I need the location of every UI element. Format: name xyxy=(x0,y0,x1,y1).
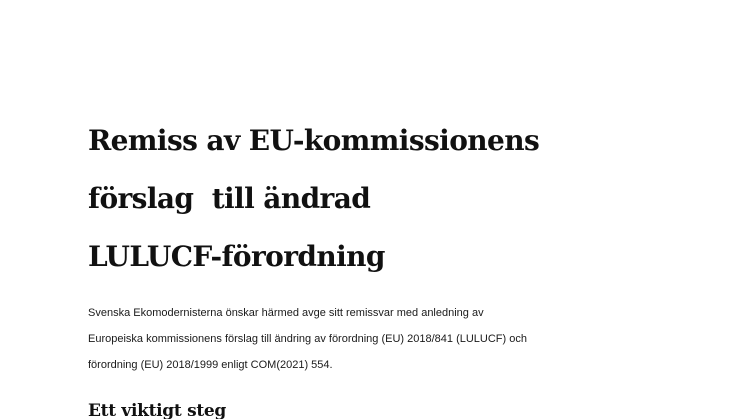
title-line-2: förslag till ändrad xyxy=(88,182,371,215)
intro-line-2: Europeiska kommissionens förslag till ändring av förordning (EU) 2018/841 (LULUCF) och xyxy=(88,333,527,345)
title-line-3: LULUCF-förordning xyxy=(88,240,385,273)
section-heading: Ett viktigt steg xyxy=(88,401,226,419)
document-title xyxy=(88,112,708,286)
intro-paragraph xyxy=(88,300,688,378)
title-line-1: Remiss av EU-kommissionens xyxy=(88,124,540,157)
intro-line-3: förordning (EU) 2018/1999 enligt COM(2021) 554. xyxy=(88,359,333,371)
intro-line-1: Svenska Ekomodernisterna önskar härmed avge sitt remissvar med anledning av xyxy=(88,307,484,319)
